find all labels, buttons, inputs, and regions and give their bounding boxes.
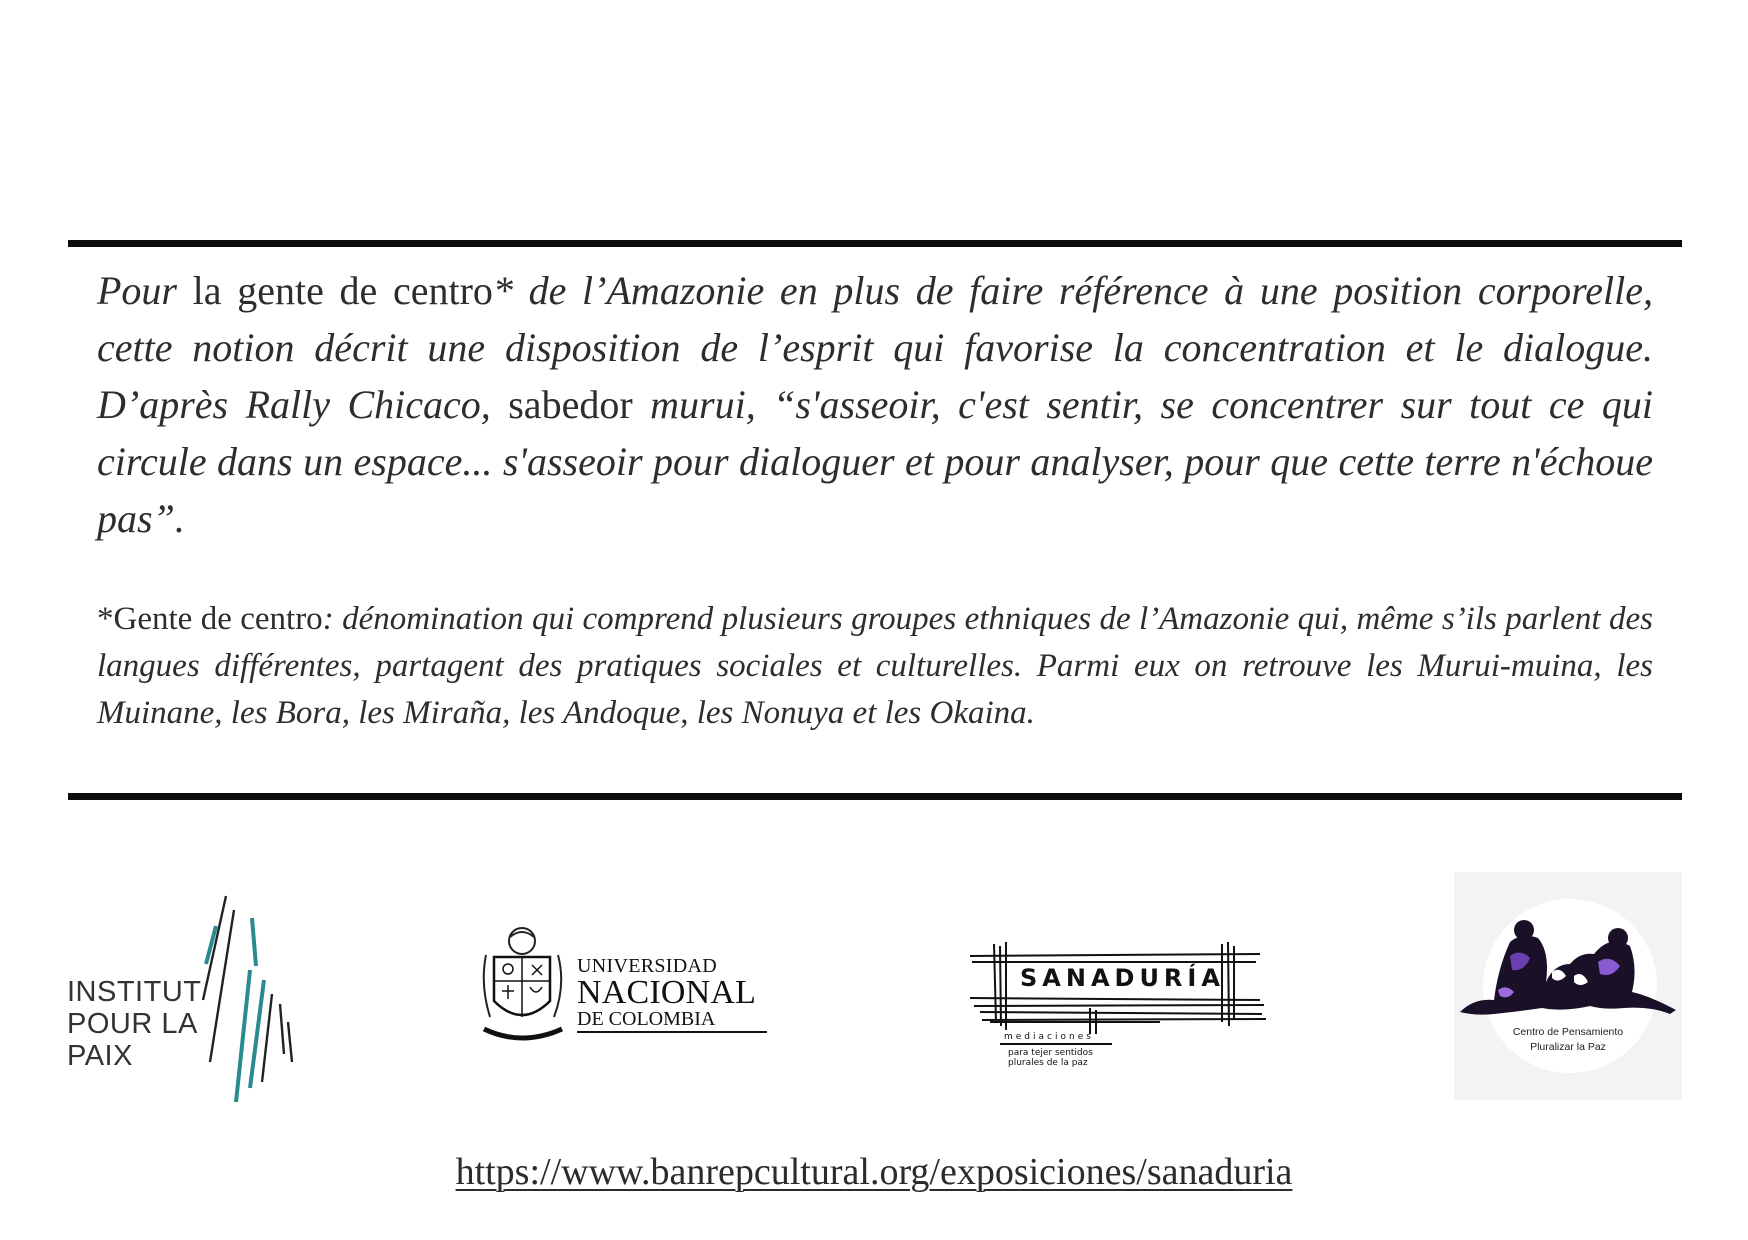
sanaduria-tagline-line: plurales de la paz [1008, 1058, 1088, 1068]
main-text-segment: sabedor [490, 382, 651, 427]
sanaduria-title: SANADURÍA [1020, 964, 1225, 992]
main-text-segment: * de l’Amazonie en plus de faire référence à une position corporelle, cette notion décrit une disposition de l’esprit qui favorise la concentration et le dialogue. D’après Rally Chicaco, [97, 268, 1653, 427]
sanaduria-tagline-line: para tejer sentidos [1008, 1048, 1093, 1058]
ipp-line: PAIX [67, 1040, 133, 1072]
unal-line: NACIONAL [577, 974, 757, 1011]
ipp-wordmark [67, 976, 202, 1072]
sanaduria-tagline [1008, 1048, 1093, 1068]
footnote-paragraph [97, 596, 1653, 737]
main-text-segment: Pour [97, 268, 177, 313]
centro-de-pensamiento-logo [1454, 872, 1682, 1100]
sanaduria-subtitle: mediaciones [1004, 1032, 1094, 1042]
centro-line: Centro de Pensamiento [1512, 1026, 1624, 1038]
ipp-line: INSTITUT [67, 976, 202, 1008]
centro-wordmark [1454, 1025, 1682, 1055]
main-paragraph [97, 262, 1653, 547]
seated-figures-icon [1454, 872, 1682, 1100]
main-text-segment: la gente de centro [177, 268, 493, 313]
coat-of-arms-icon [480, 925, 576, 1050]
exhibition-link[interactable]: https://www.banrepcultural.org/exposiciones/sanaduria [455, 1151, 1293, 1193]
universidad-nacional-logo [480, 925, 770, 1050]
unal-line: DE COLOMBIA [577, 1009, 767, 1033]
footnote-definition: : dénomination qui comprend plusieurs groupes ethniques de l’Amazonie qui, même s’ils parlent des langues différentes, partagent des pratiques sociales et culturelles. Parmi eux on retrouve les Murui-muina, les Muinane, les Bora, les Miraña, les Andoque, les Nonuya et les Okaina. [97, 601, 1653, 731]
sanaduria-logo [970, 940, 1270, 1075]
centro-line: Pluralizar la Paz [1530, 1041, 1606, 1053]
top-divider [68, 240, 1682, 247]
footnote-term: *Gente de centro [97, 601, 323, 637]
ipp-line: POUR LA [67, 1008, 198, 1040]
main-text-segment: murui, “s'asseoir, c'est sentir, se concentrer sur tout ce qui circule dans un espace... s'asseoir pour dialoguer et pour analyser, pour que cette terre n'échoue pas”. [97, 382, 1653, 541]
institut-pour-la-paix-logo [66, 892, 306, 1104]
unal-line: UNIVERSIDAD [577, 955, 717, 977]
bottom-divider [68, 793, 1682, 800]
unal-wordmark [577, 955, 767, 1033]
